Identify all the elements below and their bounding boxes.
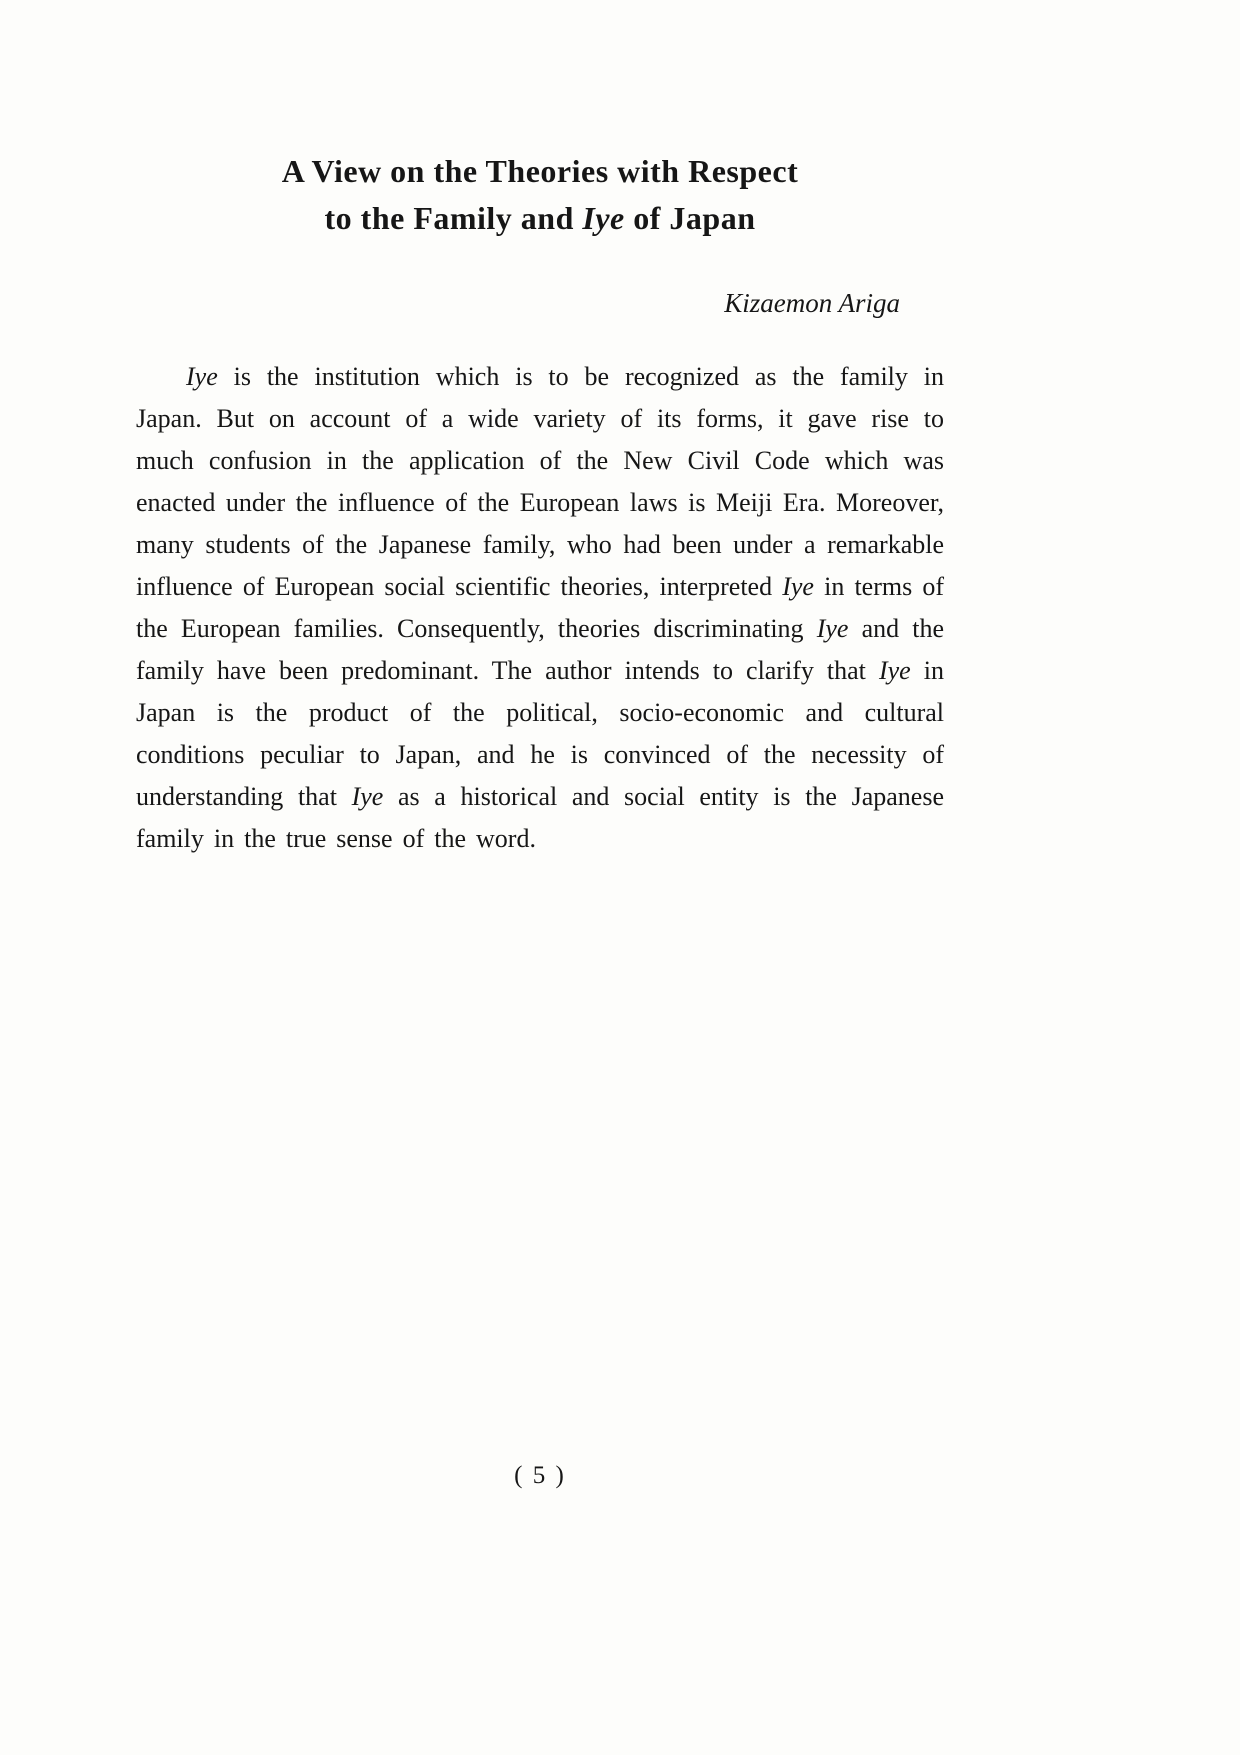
author-name: Kizaemon Ariga xyxy=(724,288,900,318)
page-number: ( 5 ) xyxy=(514,1462,566,1489)
paper-title-line-2: to the Family and Iye of Japan xyxy=(324,200,756,236)
text-block xyxy=(136,0,944,860)
paper-title xyxy=(136,0,944,242)
abstract-paragraph: Iye is the institution which is to be recognized as the family in Japan. But on account of a wide variety of its forms, it gave rise to much confusion in the application of the New Civil Code which was enacted under the influence of the European laws is Meiji Era. Moreover, many students of the Japanese family, who had been under a remarkable influence of European social scientific theories, interpreted Iye in terms of the European families. Consequently, theories discriminating Iye and the family have been predominant. The author intends to clarify that Iye in Japan is the product of the political, socio-economic and cultural conditions peculiar to Japan, and he is convinced of the necessity of understanding that Iye as a historical and social entity is the Japanese family in the true sense of the word. xyxy=(136,362,944,853)
paper-title-line-1: A View on the Theories with Respect xyxy=(281,153,799,189)
